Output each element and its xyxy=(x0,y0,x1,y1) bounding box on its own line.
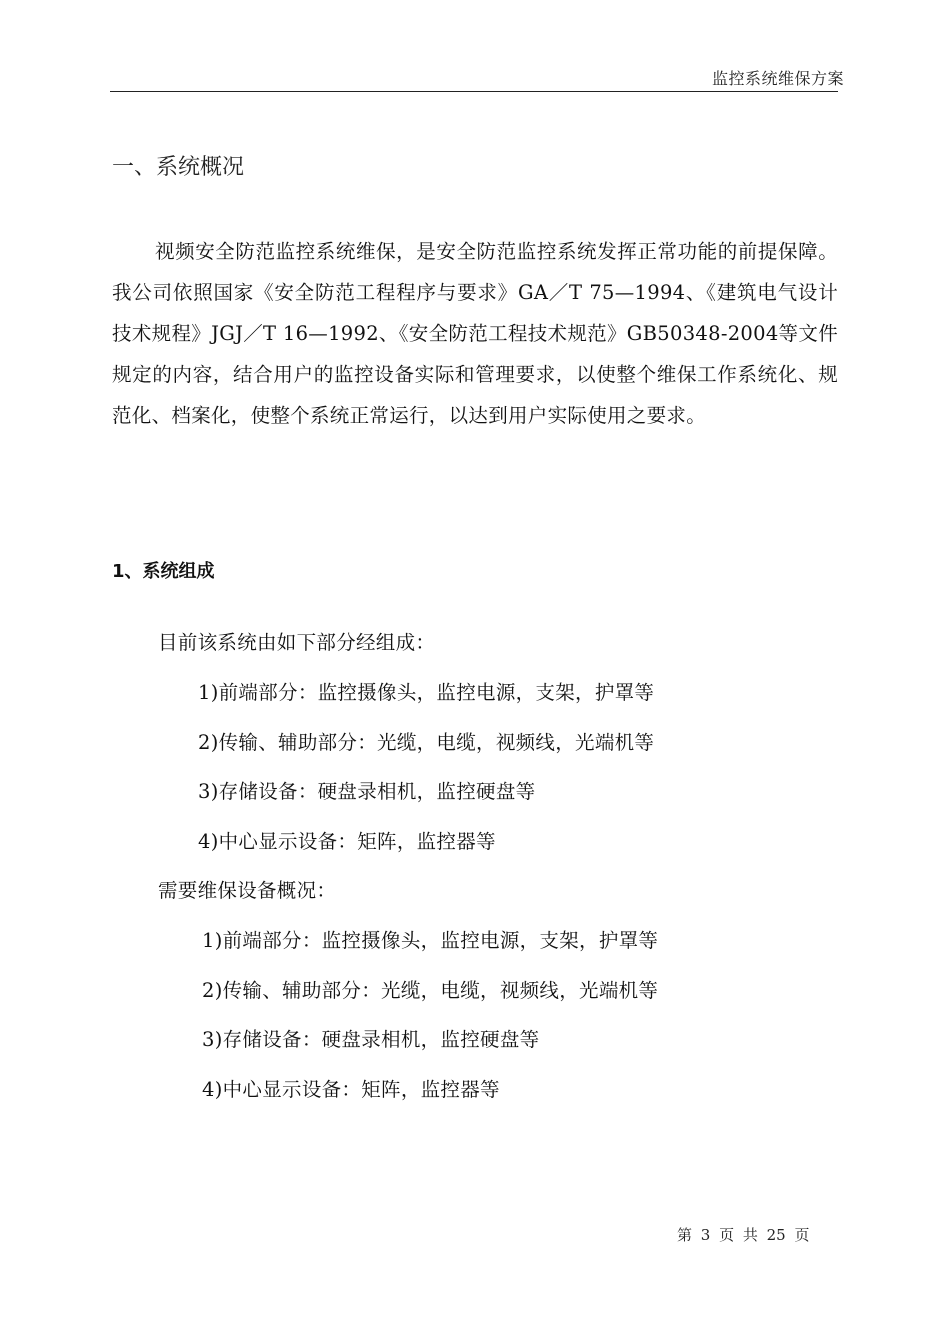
maintenance-item: 4)中心显示设备：矩阵，监控器等 xyxy=(202,1078,500,1101)
section-title: 一、系统概况 xyxy=(112,155,245,180)
subsection-heading: 1、系统组成 xyxy=(112,561,215,582)
header-divider xyxy=(110,91,838,92)
maintenance-item: 2)传输、辅助部分：光缆，电缆，视频线，光端机等 xyxy=(202,979,659,1002)
maintenance-item: 1)前端部分：监控摄像头，监控电源，支架，护罩等 xyxy=(202,929,659,952)
overview-paragraph: 视频安全防范监控系统维保，是安全防范监控系统发挥正常功能的前提保障。我公司依照国家《安全防范工程程序与要求》GA／T 75—1994、《建筑电气设计技术规程》JGJ／T 16—1992、《安全防范工程技术规范》GB50348-2004等文件规定的内容，结合用户的监控设备实际和管理要求，以使整个维保工作系统化、规范化、档案化，使整个系统正常运行，以达到用户实际使用之要求。 xyxy=(112,240,838,427)
composition-item: 2)传输、辅助部分：光缆，电缆，视频线，光端机等 xyxy=(198,731,655,754)
page-number-footer: 第 3 页 共 25 页 xyxy=(677,1226,810,1244)
maintenance-item: 3)存储设备：硬盘录相机，监控硬盘等 xyxy=(202,1028,540,1051)
maintenance-intro: 需要维保设备概况： xyxy=(158,879,337,902)
composition-intro: 目前该系统由如下部分经组成： xyxy=(158,631,436,654)
composition-item: 1)前端部分：监控摄像头，监控电源，支架，护罩等 xyxy=(198,681,655,704)
composition-item: 3)存储设备：硬盘录相机，监控硬盘等 xyxy=(198,780,536,803)
composition-item: 4)中心显示设备：矩阵，监控器等 xyxy=(198,830,496,853)
header-title: 监控系统维保方案 xyxy=(711,69,844,88)
